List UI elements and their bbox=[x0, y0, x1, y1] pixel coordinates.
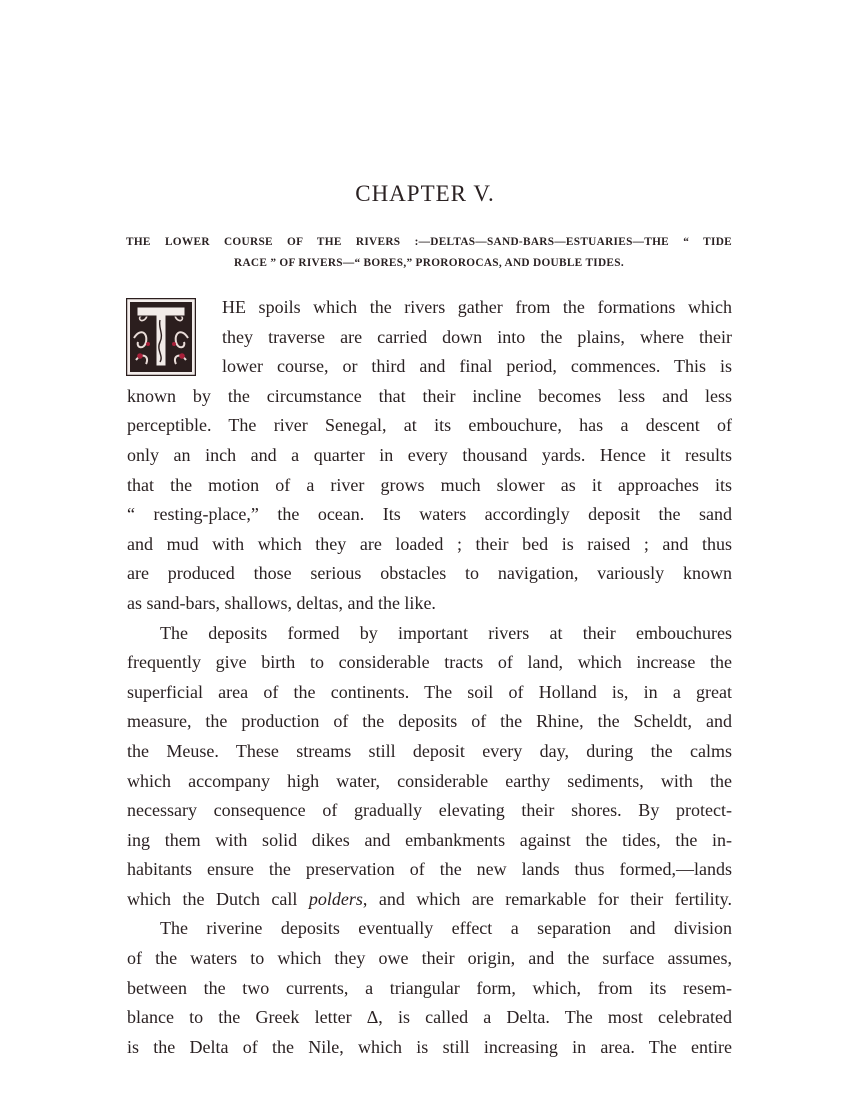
text-line: measure, the production of the deposits of the Rhine, the Scheldt, and bbox=[127, 711, 732, 732]
summary-line: RACE ” OF RIVERS—“ BORES,” PROROROCAS, AND DOUBLE TIDES. bbox=[234, 257, 624, 269]
body-text bbox=[127, 293, 732, 1062]
text-line: only an inch and a quarter in every thousand yards. Hence it results bbox=[127, 444, 732, 465]
text-line: frequently give birth to considerable tracts of land, which increase the bbox=[127, 652, 732, 673]
text-line bbox=[127, 885, 732, 915]
summary-line: THE LOWER COURSE OF THE RIVERS :—DELTAS—SAND-BARS—ESTUARIES—THE “ TIDE bbox=[126, 236, 732, 248]
text-line: superficial area of the continents. The soil of Holland is, in a great bbox=[127, 681, 732, 702]
text-line: known by the circumstance that their incline becomes less and less bbox=[127, 385, 732, 406]
italic-term: polders bbox=[308, 888, 363, 909]
text-line: the Meuse. These streams still deposit every day, during the calms bbox=[127, 740, 732, 761]
text-line: lower course, or third and final period, commences. This is bbox=[222, 356, 732, 377]
text-line: habitants ensure the preservation of the new lands thus formed,—lands bbox=[127, 859, 732, 880]
text-line: and mud with which they are loaded ; their bed is raised ; and thus bbox=[127, 533, 732, 554]
text-line: blance to the Greek letter Δ, is called a Delta. The most celebrated bbox=[127, 1007, 732, 1028]
text-line: between the two currents, a triangular form, which, from its resem- bbox=[127, 977, 732, 998]
text-line: which accompany high water, considerable earthy sediments, with the bbox=[127, 770, 732, 791]
text-line: The riverine deposits eventually effect a separation and division bbox=[160, 918, 732, 939]
text-line: of the waters to which they owe their origin, and the surface assumes, bbox=[127, 948, 732, 969]
text-line: as sand-bars, shallows, deltas, and the like. bbox=[127, 592, 436, 613]
text-line: they traverse are carried down into the plains, where their bbox=[222, 326, 732, 347]
text-line: The deposits formed by important rivers at their embouchures bbox=[160, 622, 732, 643]
text-segment: , and which are remarkable for their fertility. bbox=[362, 888, 733, 909]
text-line: that the motion of a river grows much slower as it approaches its bbox=[127, 474, 732, 495]
text-line: HE spoils which the rivers gather from the formations which bbox=[222, 297, 732, 317]
text-line: perceptible. The river Senegal, at its embouchure, has a descent of bbox=[127, 415, 732, 436]
text-line: “ resting-place,” the ocean. Its waters accordingly deposit the sand bbox=[127, 504, 732, 525]
text-line: is the Delta of the Nile, which is still increasing in area. The entire bbox=[127, 1036, 732, 1057]
text-line: are produced those serious obstacles to navigation, variously known bbox=[127, 563, 732, 584]
text-line: necessary consequence of gradually elevating their shores. By protect- bbox=[127, 800, 732, 821]
text-line: ing them with solid dikes and embankments against the tides, the in- bbox=[127, 829, 732, 850]
chapter-summary bbox=[126, 232, 732, 274]
chapter-heading: CHAPTER V. bbox=[355, 181, 495, 206]
text-segment: which the Dutch call bbox=[127, 888, 309, 909]
